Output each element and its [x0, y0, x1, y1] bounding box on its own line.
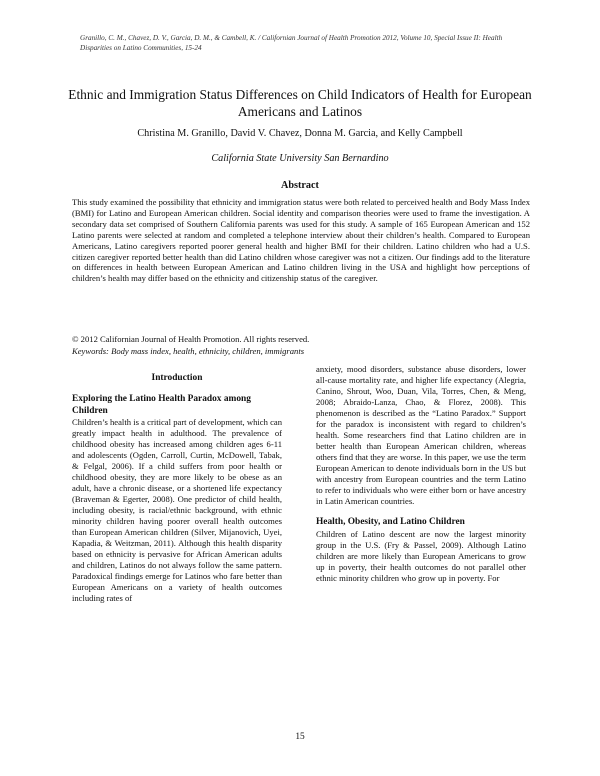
author-list: Christina M. Granillo, David V. Chavez, Donna M. Garcia, and Kelly Campbell	[137, 128, 463, 139]
section-subheading: Exploring the Latino Health Paradox among Children	[72, 394, 251, 416]
copyright-notice: © 2012 Californian Journal of Health Promotion. All rights reserved.	[72, 334, 310, 344]
body-paragraph: Children of Latino descent are now the largest minority group in the U.S. (Fry & Passel, 2009). Although Latino children are more likely than European Americans to grow up in poverty, their health outcomes do not parallel other ethnic minority children who grow up in poverty. For	[316, 528, 526, 583]
abstract-text: This study examined the possibility that ethnicity and immigration status were both related to perceived health and Body Mass Index (BMI) for Latino and European American children. Social identity and comparison theories were used to frame the investigation. A secondary data set comprised of Southern California parents was used for this study. A sample of 165 European American and 152 Latino parents were selected at random and completed a telephone interview about their children’s health. Compared to European Americans, Latino caregivers reported poorer general health and higher BMI for their children. Latino children who had a U.S. citizen caregiver reported better health than did Latino children whose caregiver was not a citizen. Our findings add to the literature on differences in health between European American and Latino children living in the USA and highlight how perceptions of children’s health may differ based on the ethnicity and citizenship status of the caregiver.	[72, 197, 530, 284]
paper-title: Ethnic and Immigration Status Differences on Child Indicators of Health for European Americans and Latinos	[68, 87, 532, 119]
right-column	[316, 364, 526, 584]
keywords: Keywords: Body mass index, health, ethnicity, children, immigrants	[72, 346, 305, 356]
affiliation: California State University San Bernardino	[211, 153, 389, 164]
left-column	[72, 364, 282, 604]
introduction-heading: Introduction	[151, 373, 203, 383]
running-header: Granillo, C. M., Chavez, D. V., Garcia, D. M., & Cambell, K. / Californian Journal of Health Promotion 2012, Volume 10, Special Issue II: Health Disparities on Latino Communities, 15-24	[80, 34, 503, 52]
body-paragraph: Children’s health is a critical part of development, which can greatly impact health in adulthood. The prevalence of childhood obesity has increased among children ages 6-11 and adolescents (Ogden, Carroll, Curtin, McDowell, Tabak, & Felgal, 2006). If a child suffers from poor health or childhood obesity, they are more likely to be obese as an adult, have a chronic disease, or a shortened life expectancy (Braveman & Egerter, 2008). One predictor of child health, including obesity, is racial/ethnic background, with ethnic minority children having poorer overall health outcomes than European American children (Silver, Mijanovich, Uyei, Kapadia, & Weitzman, 2011). Although this health disparity based on ethnicity is pervasive for African American adults and children, Latinos do not always follow the same pattern. Paradoxical findings emerge for Latinos who fare better than European Americans on a variety of health outcomes including rates of	[72, 417, 282, 603]
section-subheading: Health, Obesity, and Latino Children	[316, 517, 465, 527]
page-number: 15	[295, 732, 305, 742]
abstract-heading: Abstract	[281, 180, 319, 191]
body-paragraph: anxiety, mood disorders, substance abuse disorders, lower all-cause mortality rate, and higher life expectancy (Alegria, Canino, Shrout, Woo, Duan, Vila, Torres, Chen, & Meng, 2008; Abraido-Lanza, Chao, & Florez, 2008). This phenomenon is described as the “Latino Paradox.” Support for the paradox is inconsistent with regard to children’s health. Some researchers find that Latino children are in better health than European American children, whereas others find that they are worse. In this paper, we use the term European American to denote individuals born in the US but with ancestry from European countries and the term Latino to refer to individuals who were either born or have ancestry in Latin American countries.	[316, 364, 526, 506]
